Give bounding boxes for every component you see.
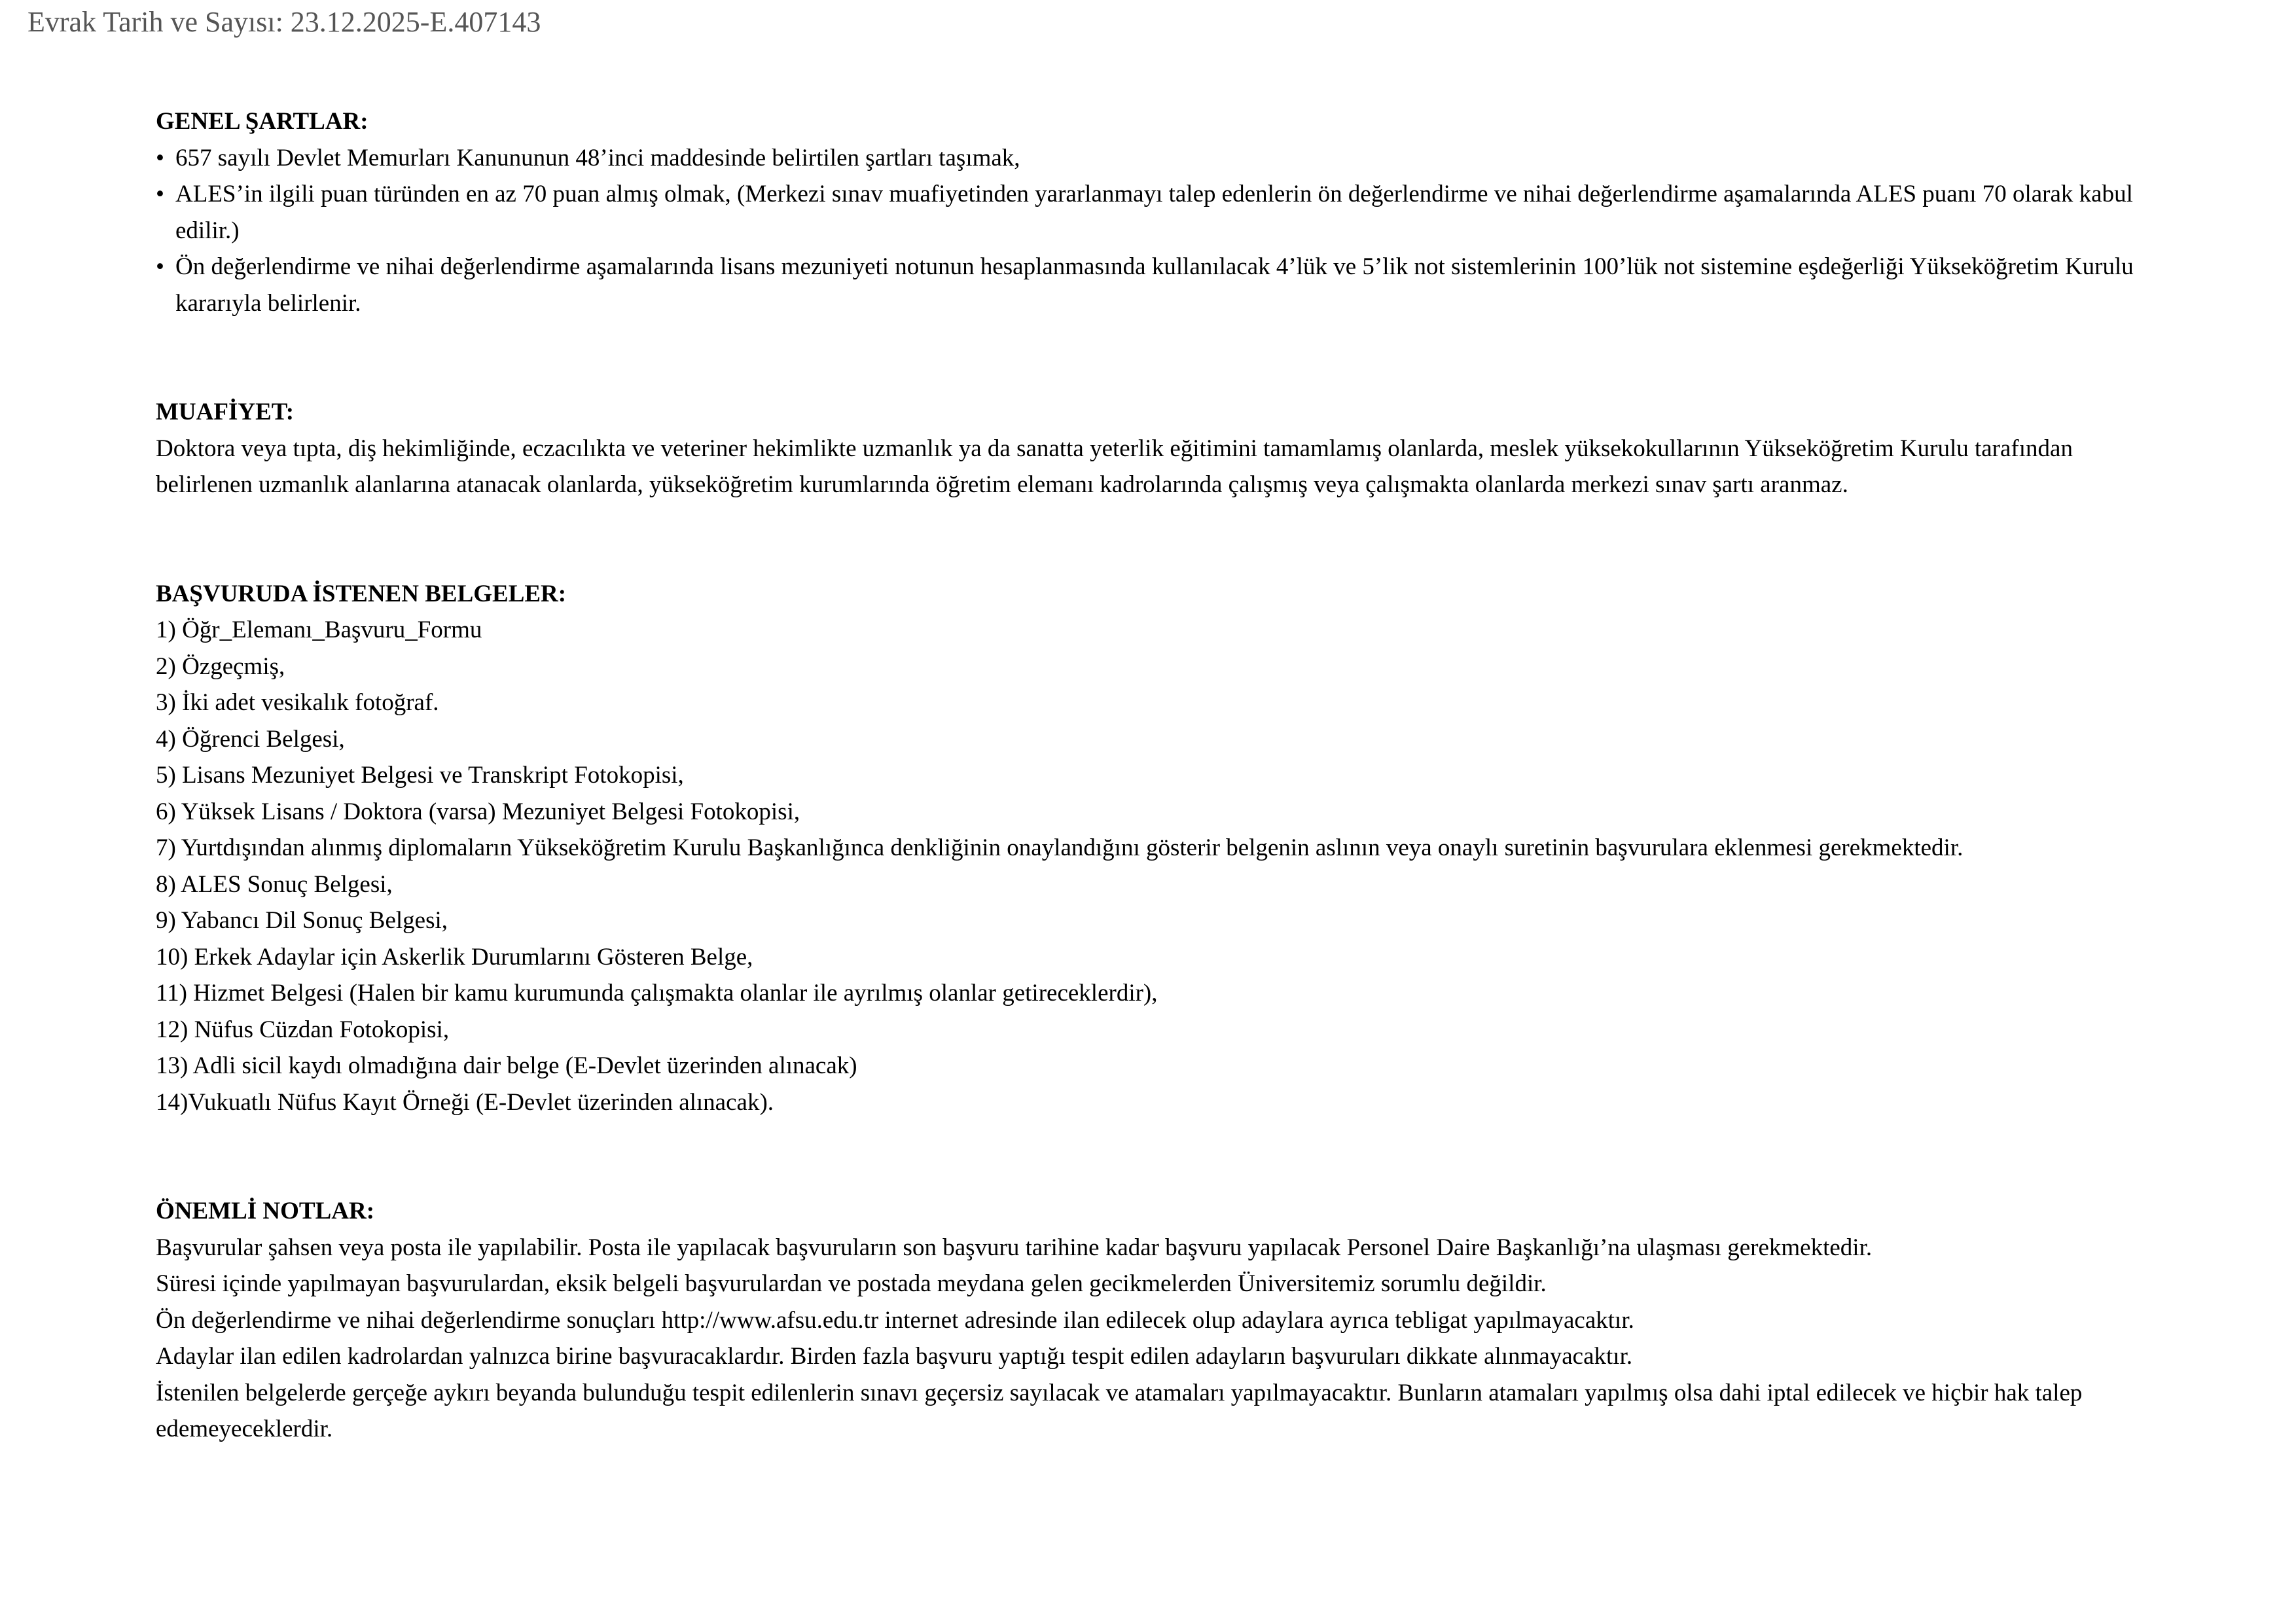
list-item: 11) Hizmet Belgesi (Halen bir kamu kurumunda çalışmakta olanlar ile ayrılmış olanlar getireceklerdir), — [156, 980, 1158, 1007]
list-item: • 657 sayılı Devlet Memurları Kanununun 48’inci maddesinde belirtilen şartları taşımak, — [156, 140, 2172, 177]
list-item: 6) Yüksek Lisans / Doktora (varsa) Mezuniyet Belgesi Fotokopisi, — [156, 798, 800, 825]
list-item: 12) Nüfus Cüzdan Fotokopisi, — [156, 1016, 450, 1043]
exemption-title: MUAFİYET: — [156, 399, 295, 425]
note-paragraph: Adaylar ilan edilen kadrolardan yalnızca birine başvuracaklardır. Birden fazla başvuru yaptığı tespit edilen adayların başvuruları dikkate alınmayacaktır. — [156, 1343, 1633, 1370]
list-item: • Ön değerlendirme ve nihai değerlendirme aşamalarında lisans mezuniyeti notunun hesaplanmasında kullanılacak 4’lük ve 5’lik not sistemlerinin 100’lük not sistemine eşdeğerliği Yükseköğretim Kurulu kararıyla belirlenir. — [156, 249, 2172, 321]
general-conditions-list — [156, 140, 2172, 322]
required-documents-section — [156, 576, 2172, 1121]
list-item: 8) ALES Sonuç Belgesi, — [156, 870, 393, 898]
list-item: 4) Öğrenci Belgesi, — [156, 725, 345, 753]
list-item: 2) Özgeçmiş, — [156, 652, 285, 680]
general-conditions-title: GENEL ŞARTLAR: — [156, 108, 368, 135]
list-item: 7) Yurtdışından alınmış diplomaların Yükseköğretim Kurulu Başkanlığınca denkliğinin onaylandığını gösterir belgenin aslının veya onaylı suretinin başvurulara eklenmesi gerekmektedir. — [156, 834, 1964, 861]
note-paragraph: Ön değerlendirme ve nihai değerlendirme sonuçları http://www.afsu.edu.tr internet adresinde ilan edilecek olup adaylara ayrıca tebligat yapılmayacaktır. — [156, 1306, 1634, 1334]
required-documents-title: BAŞVURUDA İSTENEN BELGELER: — [156, 580, 567, 607]
list-item: 13) Adli sicil kaydı olmadığına dair belge (E-Devlet üzerinden alınacak) — [156, 1052, 857, 1079]
general-conditions-section — [156, 103, 2172, 321]
exemption-text: Doktora veya tıpta, diş hekimliğinde, eczacılıkta ve veteriner hekimlikte uzmanlık ya da sanatta yeterlik eğitimini tamamlamış olanlarda, meslek yüksekokullarının Yükseköğretim Kurulu tarafından belirlenen uzmanlık alanlarına atanacak olanlarda, yükseköğretim kurumlarında öğretim elemanı kadrolarında çalışmış veya çalışmakta olanlarda merkezi sınav şartı aranmaz. — [156, 435, 2073, 498]
list-item: 3) İki adet vesikalık fotoğraf. — [156, 689, 439, 716]
list-item: 1) Öğr_Elemanı_Başvuru_Formu — [156, 616, 482, 643]
list-item: • ALES’in ilgili puan türünden en az 70 puan almış olmak, (Merkezi sınav muafiyetinden yararlanmayı talep edenlerin ön değerlendirme ve nihai değerlendirme aşamalarında ALES puanı 70 olarak kabul edilir.) — [156, 176, 2172, 249]
important-notes-section — [156, 1193, 2172, 1448]
note-paragraph: Başvurular şahsen veya posta ile yapılabilir. Posta ile yapılacak başvuruların son başvuru tarihine kadar başvuru yapılacak Personel Daire Başkanlığı’na ulaşması gerekmektedir. — [156, 1234, 1873, 1261]
note-paragraph: İstenilen belgelerde gerçeğe aykırı beyanda bulunduğu tespit edilenlerin sınavı geçersiz sayılacak ve atamaları yapılmayacaktır. Bunların atamaları yapılmış olsa dahi iptal edilecek ve hiçbir hak talep edemeyeceklerdir. — [156, 1379, 2083, 1442]
list-item: 14)Vukuatlı Nüfus Kayıt Örneği (E-Devlet üzerinden alınacak). — [156, 1088, 774, 1116]
required-documents-list — [156, 612, 2172, 1120]
exemption-section — [156, 394, 2172, 503]
important-notes-title: ÖNEMLİ NOTLAR: — [156, 1198, 375, 1224]
note-paragraph: Süresi içinde yapılmayan başvurulardan, eksik belgeli başvurulardan ve postada meydana gelen gecikmelerden Üniversitemiz sorumlu değildir. — [156, 1270, 1547, 1297]
list-item: 10) Erkek Adaylar için Askerlik Durumlarını Gösteren Belge, — [156, 943, 753, 971]
document-reference: Evrak Tarih ve Sayısı: 23.12.2025-E.407143 — [27, 6, 541, 38]
document-body — [156, 103, 2172, 1448]
list-item: 9) Yabancı Dil Sonuç Belgesi, — [156, 907, 448, 934]
list-item: 5) Lisans Mezuniyet Belgesi ve Transkript Fotokopisi, — [156, 762, 684, 789]
